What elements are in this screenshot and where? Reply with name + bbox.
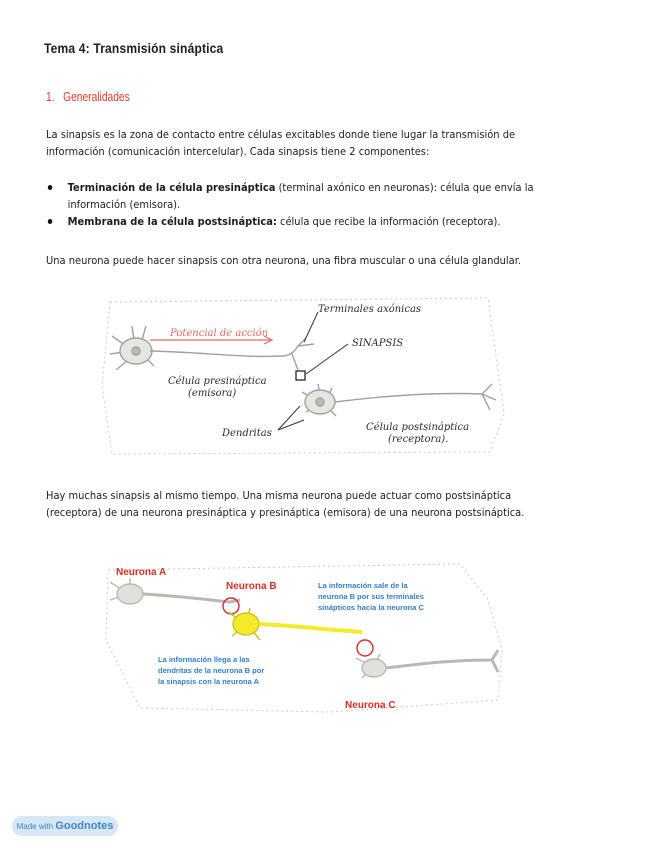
- info-exit-line-2: neurona B por sus terminales: [318, 592, 424, 601]
- neuron-a-label: Neurona A: [116, 567, 167, 578]
- postsynaptic-sub-label: (receptora).: [388, 434, 449, 445]
- bullet-text: célula que recibe la información (receptora).: [276, 215, 501, 228]
- action-potential-label: Potencial de acción: [170, 328, 269, 339]
- info-exit-line-1: La información sale de la: [318, 581, 408, 590]
- info-arrive-line-2: dendritas de la neurona B por: [158, 666, 265, 675]
- paragraph-2: Una neurona puede hacer sinapsis con otra neurona, una fibra muscular o una célula glandular.: [46, 254, 522, 267]
- info-arrive-line-1: La información llega a las: [158, 655, 250, 664]
- badge-prefix: Made with: [16, 822, 54, 831]
- intro-paragraph: La sinapsis es la zona de contacto entre células excitables donde tiene lugar la transmisión de información (comunicación intercelular). Cada sinapsis tiene 2 componentes:: [46, 128, 516, 158]
- presynaptic-sub-label: (emisora): [188, 388, 237, 399]
- list-item: [46, 179, 539, 213]
- synapse-diagram: [92, 296, 512, 458]
- goodnotes-badge[interactable]: [12, 816, 118, 836]
- badge-brand: Goodnotes: [55, 820, 114, 832]
- page-title: Tema 4: Transmisión sináptica: [44, 40, 224, 56]
- info-arrive-line-3: la sinapsis con la neurona A: [158, 677, 260, 686]
- neuron-b-label: Neurona B: [226, 581, 277, 592]
- neuron-chain-diagram: [100, 560, 504, 716]
- bullet-text: (terminal axónico en neuronas): célula que envía la información (emisora).: [67, 181, 534, 211]
- info-exit-line-3: sinápticos hacia la neurona C: [318, 603, 424, 612]
- figure-border: [106, 564, 502, 712]
- dendrites-label: Dendritas: [222, 428, 272, 439]
- axon-terminals-label: Terminales axónicas: [318, 304, 422, 315]
- list-item: [46, 213, 539, 230]
- bullet-term: Membrana de la célula postsináptica:: [67, 215, 277, 228]
- bullet-term: Terminación de la célula presináptica: [67, 181, 276, 194]
- neuron-c-label: Neurona C: [345, 700, 396, 711]
- synapse-label: SINAPSIS: [352, 338, 404, 349]
- postsynaptic-label: Célula postsináptica: [366, 422, 470, 433]
- components-list: [46, 179, 539, 230]
- section-heading: 1. Generalidades: [46, 90, 130, 104]
- presynaptic-label: Célula presináptica: [168, 376, 267, 387]
- paragraph-3: Hay muchas sinapsis al mismo tiempo. Una misma neurona puede actuar como postsináptica (receptora) de una neurona presináptica y presináptica (emisora) de una neurona postsináptica.: [46, 489, 525, 519]
